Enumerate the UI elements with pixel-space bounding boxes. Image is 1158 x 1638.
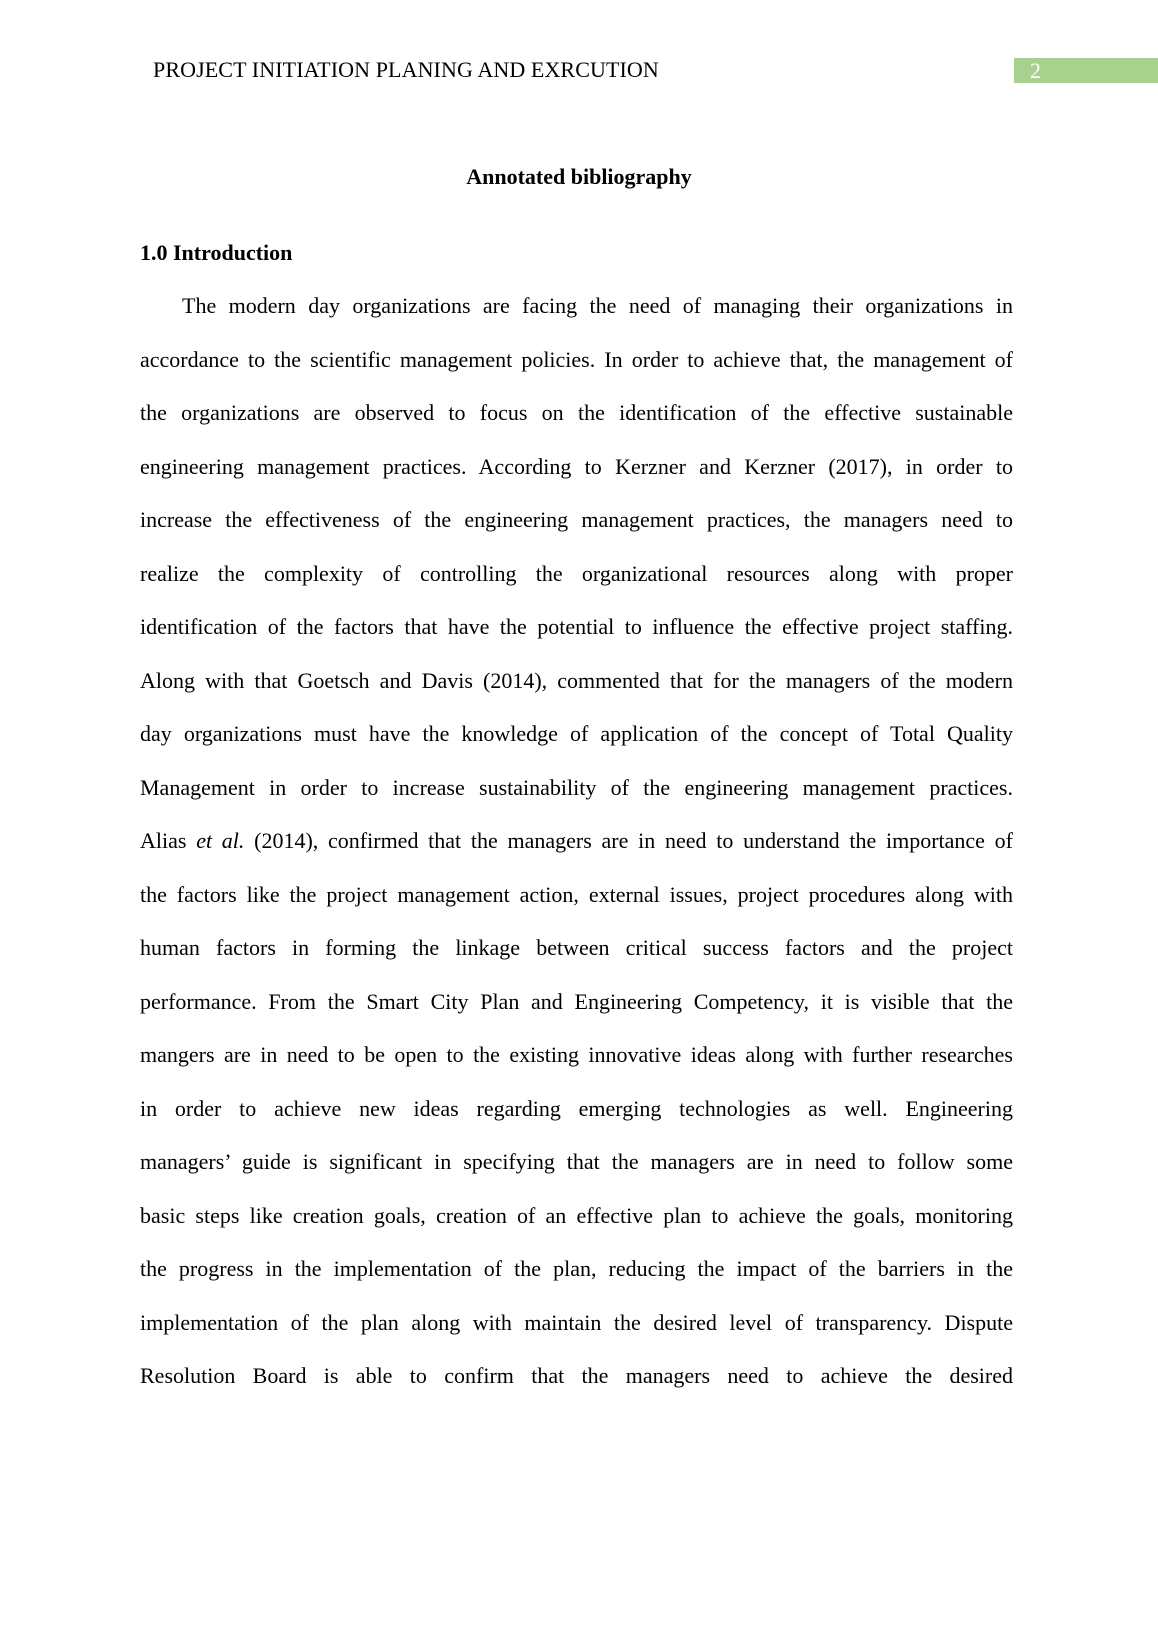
paragraph-line: performance. From the Smart City Plan and Engineering Competency, it is visible that the [140, 988, 1013, 1014]
paragraph-line: increase the effectiveness of the engineering management practices, the managers need to [140, 507, 1013, 532]
paragraph-line: implementation of the plan along with maintain the desired level of transparency. Dispute [140, 1309, 1013, 1335]
page-number: 2 [1014, 58, 1158, 83]
citation-et-al: et al. [196, 828, 245, 853]
paragraph-line: engineering management practices. According to Kerzner and Kerzner (2017), in order to [140, 453, 1013, 479]
paragraph-line: the progress in the implementation of the plan, reducing the impact of the barriers in the [140, 1256, 1013, 1281]
citation-rest: (2014), confirmed that the managers are in need to understand the importance of [244, 828, 1013, 853]
paragraph-line: Along with that Goetsch and Davis (2014), commented that for the managers of the modern [140, 667, 1013, 693]
section-heading: 1.0 Introduction [140, 240, 293, 265]
paragraph-line: the organizations are observed to focus on the identification of the effective sustainable [140, 400, 1013, 425]
paragraph-line: Resolution Board is able to confirm that the managers need to achieve the desired [140, 1363, 1013, 1388]
paragraph-line-citation [140, 825, 1013, 879]
paragraph-line: Management in order to increase sustainability of the engineering management practices. [140, 774, 1013, 800]
paragraph-line: in order to achieve new ideas regarding emerging technologies as well. Engineering [140, 1095, 1013, 1121]
paragraph-line: managers’ guide is significant in specifying that the managers are in need to follow some [140, 1149, 1013, 1174]
body-paragraph [140, 290, 1013, 1414]
paragraph-line: human factors in forming the linkage between critical success factors and the project [140, 935, 1013, 960]
citation-author: Alias [140, 828, 197, 853]
paragraph-line: The modern day organizations are facing the need of managing their organizations in [182, 293, 1013, 318]
paragraph-line: basic steps like creation goals, creation of an effective plan to achieve the goals, monitoring [140, 1202, 1013, 1228]
paragraph-line: realize the complexity of controlling the organizational resources along with proper [140, 560, 1013, 586]
paragraph-line: the factors like the project management action, external issues, project procedures along with [140, 881, 1013, 907]
paragraph-line: identification of the factors that have the potential to influence the effective project staffing. [140, 614, 1013, 639]
paragraph-line: mangers are in need to be open to the existing innovative ideas along with further researches [140, 1042, 1013, 1067]
running-head: PROJECT INITIATION PLANING AND EXRCUTION [153, 57, 659, 82]
document-title: Annotated bibliography [466, 164, 692, 189]
paragraph-line: accordance to the scientific management policies. In order to achieve that, the management of [140, 346, 1013, 372]
paragraph-line: day organizations must have the knowledge of application of the concept of Total Quality [140, 721, 1013, 746]
